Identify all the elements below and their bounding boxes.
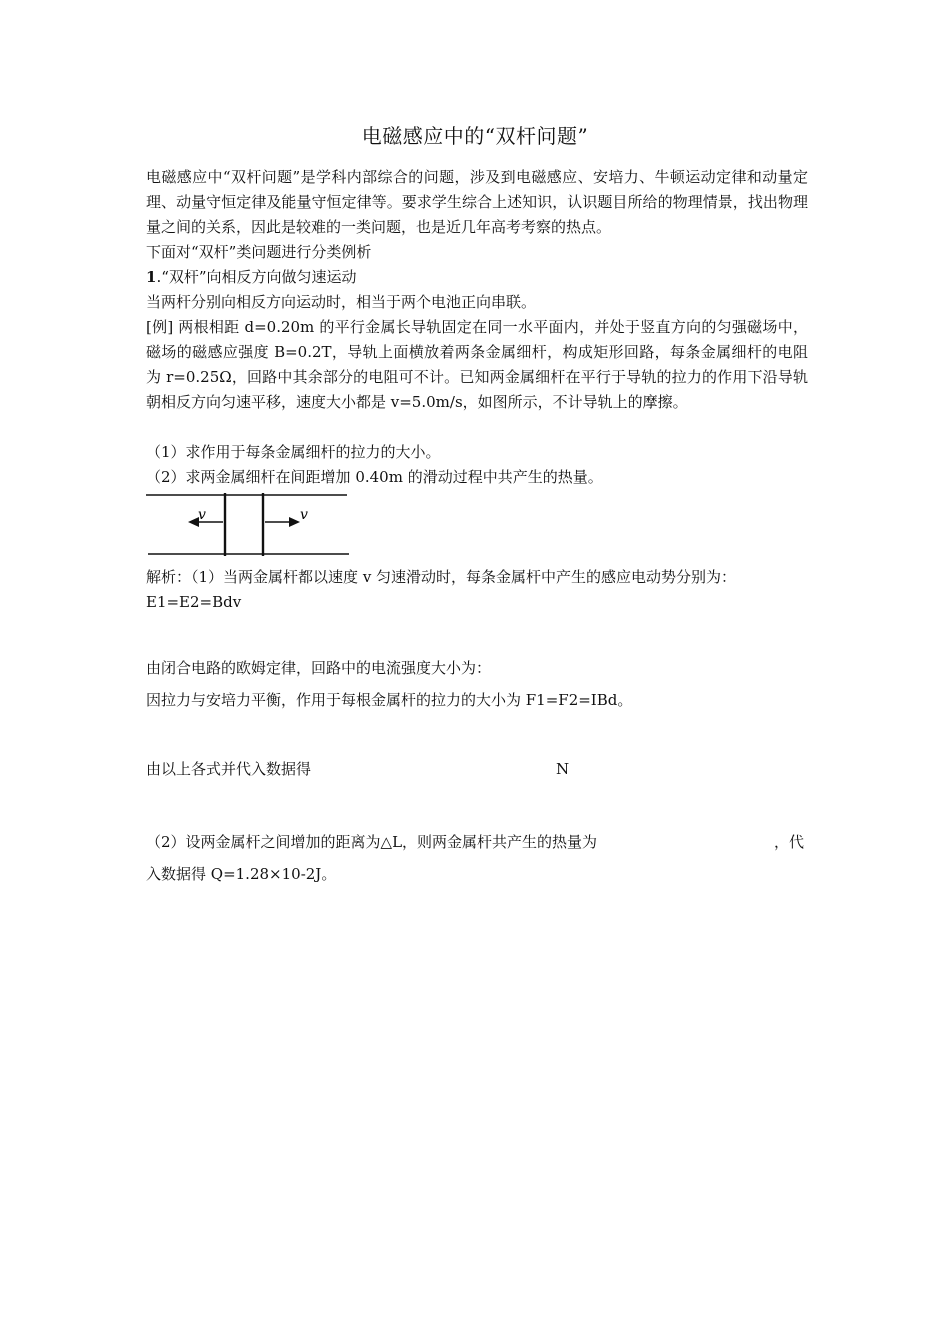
- equation-emf: E1=E2=Bdv: [146, 593, 242, 611]
- example-paragraph: [例] 两根相距 d=0.20m 的平行金属长导轨固定在同一水平面内，并处于竖直方向的匀强磁场中，磁场的磁感应强度 B=0.2T，导轨上面横放着两条金属细杆，构成矩形回路，每条金属细杆的电阻为 r=0.25Ω，回路中其余部分的电阻可不计。已知两金属细杆在平行于导轨的拉力的作用下沿导轨朝相反方向匀速平移，速度大小都是 v=5.0m/s，如图所示，不计导轨上的摩擦。: [146, 318, 808, 411]
- rails-diagram: [144, 490, 354, 560]
- solution-2-part-c: 入数据得 Q=1.28×10-2J。: [146, 865, 337, 883]
- right-arrow-head: [289, 517, 300, 527]
- section-heading: [146, 265, 357, 290]
- right-velocity-label: v: [300, 507, 308, 523]
- result-prefix: 由以上各式并代入数据得: [146, 760, 312, 778]
- result-unit: N: [556, 760, 570, 778]
- section-title: .“双杆”向相反方向做匀速运动: [156, 268, 357, 286]
- section-description: 当两杆分别向相反方向运动时，相当于两个电池正向串联。: [146, 293, 537, 311]
- ohm-law-line: 由闭合电路的欧姆定律，回路中的电流强度大小为：: [146, 659, 492, 677]
- left-velocity-label: v: [198, 507, 206, 523]
- solution-2-part-b: ，代: [774, 833, 805, 851]
- force-line: 因拉力与安培力平衡，作用于每根金属杆的拉力的大小为 F1=F2=IBd。: [146, 691, 633, 709]
- question-2: （2）求两金属细杆在间距增加 0.40m 的滑动过程中共产生的热量。: [146, 468, 603, 486]
- question-1: （1）求作用于每条金属细杆的拉力的大小。: [146, 443, 441, 461]
- section-number: 1: [146, 268, 157, 286]
- intro-paragraph: 电磁感应中“双杆问题”是学科内部综合的问题，涉及到电磁感应、安培力、牛顿运动定律和动量定理、动量守恒定律及能量守恒定律等。要求学生综合上述知识，认识题目所给的物理情景，找出物理量之间的关系，因此是较难的一类问题，也是近几年高考考察的热点。: [146, 168, 808, 236]
- solution-2-part-a: （2）设两金属杆之间增加的距离为△L，则两金属杆共产生的热量为: [146, 833, 598, 851]
- page-title: 电磁感应中的“双杆问题”: [361, 124, 589, 148]
- lead-line: 下面对“双杆”类问题进行分类例析: [146, 243, 372, 261]
- solution-1: 解析：（1）当两金属杆都以速度 v 匀速滑动时，每条金属杆中产生的感应电动势分别为：: [146, 568, 737, 586]
